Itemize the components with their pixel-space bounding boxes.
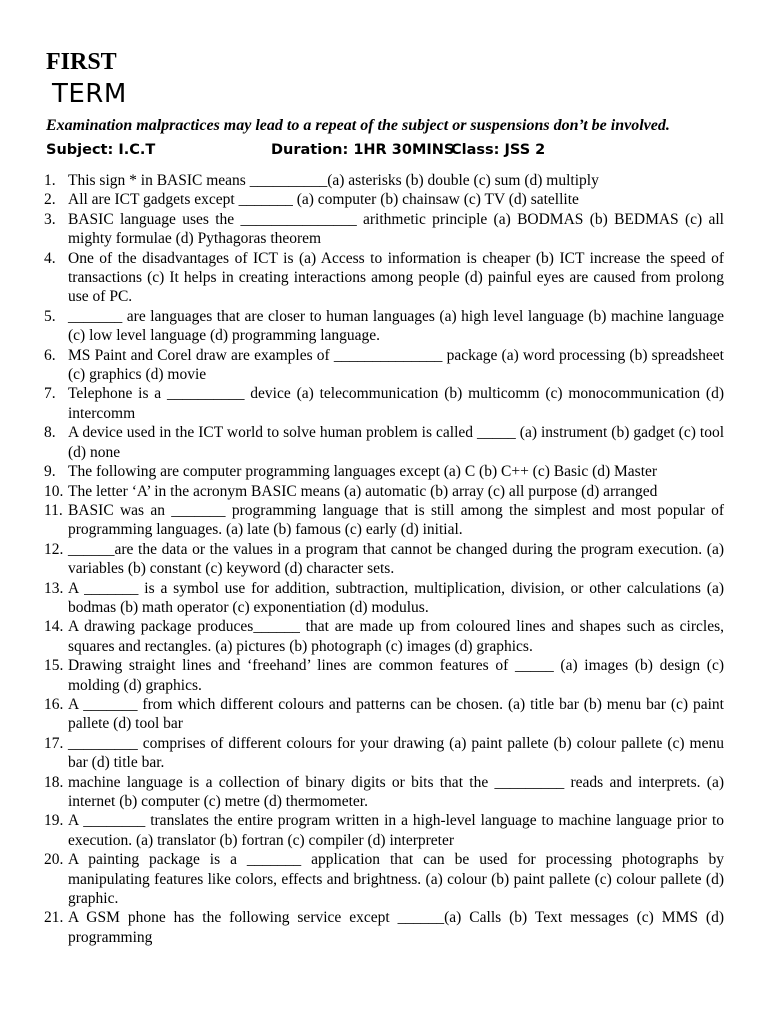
question-number: 7. xyxy=(44,385,56,403)
question-item xyxy=(46,617,724,656)
question-item xyxy=(46,734,724,773)
question-number: 11. xyxy=(44,501,63,519)
question-number: 4. xyxy=(44,249,56,267)
question-text: This sign * in BASIC means __________(a) asterisks (b) double (c) sum (d) multiply xyxy=(68,172,599,189)
question-item xyxy=(46,346,724,385)
question-number: 16. xyxy=(44,695,64,713)
question-text: The letter ‘A’ in the acronym BASIC means (a) automatic (b) array (c) all purpose (d) arranged xyxy=(68,482,658,500)
question-number: 3. xyxy=(44,210,56,228)
question-number: 21. xyxy=(44,909,64,927)
question-item xyxy=(46,773,724,812)
duration-label: Duration: 1HR 30MINS xyxy=(271,142,455,158)
question-number: 1. xyxy=(44,172,56,189)
exam-page xyxy=(46,48,724,947)
question-text: A _______ is a symbol use for addition, subtraction, multiplication, division, or other calculations (a) bodmas (b) math operator (c) exponentiation (d) modulus. xyxy=(68,579,724,616)
question-text: ______are the data or the values in a program that cannot be changed during the program execution. (a) variables (b) constant (c) keyword (d) character sets. xyxy=(68,540,724,578)
question-text: _______ are languages that are closer to human languages (a) high level language (b) machine language (c) low level language (d) programming language. xyxy=(68,307,724,345)
subject-label: Subject: I.C.T xyxy=(46,142,156,158)
question-number: 20. xyxy=(44,851,64,869)
question-item xyxy=(46,695,724,734)
question-text: A painting package is a _______ application that can be used for processing photographs by manipulating features like colors, effects and brightness. (a) colour (b) paint pallete (c) colour pallete (d) graphic. xyxy=(68,851,724,908)
question-number: 9. xyxy=(44,463,56,481)
question-number: 18. xyxy=(44,773,64,791)
question-text: A drawing package produces______ that are made up from coloured lines and shapes such as circles, squares and rectangles. (a) pictures (b) photograph (c) images (d) graphics. xyxy=(68,618,724,655)
question-text: MS Paint and Corel draw are examples of ______________ package (a) word processing (b) spreadsheet (c) graphics (d) movie xyxy=(68,346,724,384)
question-item xyxy=(46,579,724,618)
question-text: One of the disadvantages of ICT is (a) Access to information is cheaper (b) ICT increase the speed of transactions (c) It helps in creating interactions among people (d) painful eyes are caused from prolong use of PC. xyxy=(68,249,724,306)
question-text: _________ comprises of different colours for your drawing (a) paint pallete (b) colour pallete (c) menu bar (d) title bar. xyxy=(68,734,724,772)
question-number: 5. xyxy=(44,307,56,325)
question-number: 2. xyxy=(44,191,56,209)
question-item xyxy=(46,210,724,249)
question-item xyxy=(46,501,724,540)
question-number: 17. xyxy=(44,734,64,752)
question-number: 15. xyxy=(44,657,64,675)
question-number: 8. xyxy=(44,424,56,442)
question-text: BASIC was an _______ programming language that is still among the simplest and most popular of programming languages. (a) late (b) famous (c) early (d) initial. xyxy=(68,501,724,539)
question-item xyxy=(46,423,724,462)
question-item xyxy=(46,811,724,850)
question-list xyxy=(46,171,724,947)
question-number: 19. xyxy=(44,812,64,830)
question-item xyxy=(46,850,724,908)
question-item xyxy=(46,249,724,307)
question-item xyxy=(46,384,724,423)
question-item xyxy=(46,540,724,579)
question-text: machine language is a collection of binary digits or bits that the _________ reads and interprets. (a) internet (b) computer (c) metre (d) thermometer. xyxy=(68,773,724,810)
question-item xyxy=(46,656,724,695)
question-text: Drawing straight lines and ‘freehand’ lines are common features of _____ (a) images (b) design (c) molding (d) graphics. xyxy=(68,657,724,694)
title-term: TERM xyxy=(52,79,127,109)
class-label: Class: JSS 2 xyxy=(451,142,546,158)
question-text: All are ICT gadgets except _______ (a) computer (b) chainsaw (c) TV (d) satellite xyxy=(68,191,579,209)
question-number: 10. xyxy=(44,482,64,500)
question-text: A device used in the ICT world to solve human problem is called _____ (a) instrument (b) gadget (c) tool (d) none xyxy=(68,424,724,461)
question-text: Telephone is a __________ device (a) telecommunication (b) multicomm (c) monocommunication (d) intercomm xyxy=(68,385,724,422)
question-item xyxy=(46,462,724,481)
question-number: 14. xyxy=(44,618,64,636)
question-text: The following are computer programming languages except (a) C (b) C++ (c) Basic (d) Master xyxy=(68,463,658,481)
question-text: A _______ from which different colours and patterns can be chosen. (a) title bar (b) menu bar (c) paint pallete (d) tool bar xyxy=(68,695,724,733)
question-number: 13. xyxy=(44,579,64,597)
question-text: BASIC language uses the _______________ arithmetic principle (a) BODMAS (b) BEDMAS (c) all mighty formulae (d) Pythagoras theorem xyxy=(68,210,724,248)
question-item xyxy=(46,482,724,501)
question-text: A GSM phone has the following service except ______(a) Calls (b) Text messages (c) MMS (d) programming xyxy=(68,909,724,946)
question-item xyxy=(46,307,724,346)
question-number: 6. xyxy=(44,346,56,364)
question-item xyxy=(46,908,724,947)
question-item xyxy=(46,171,724,190)
question-number: 12. xyxy=(44,540,64,558)
exam-meta xyxy=(46,139,724,161)
question-item xyxy=(46,190,724,209)
malpractice-warning: Examination malpractices may lead to a repeat of the subject or suspensions don’t be involved. xyxy=(46,117,670,134)
title-first: FIRST xyxy=(46,49,117,75)
question-text: A ________ translates the entire program written in a high-level language to machine language prior to execution. (a) translator (b) fortran (c) compiler (d) interpreter xyxy=(68,812,724,849)
